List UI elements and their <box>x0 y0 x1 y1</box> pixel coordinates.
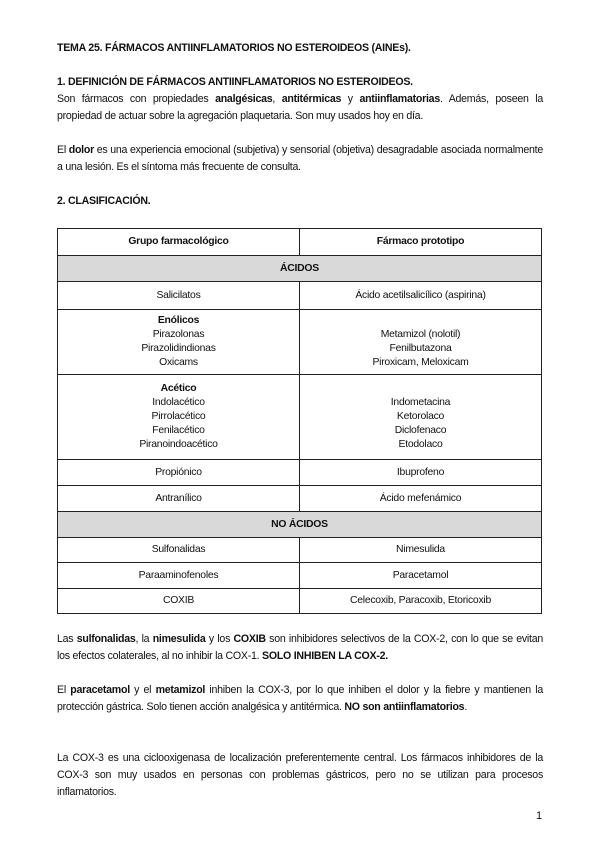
subgroup-title: Enólicos <box>157 315 200 326</box>
group-cell <box>58 589 300 614</box>
group-label: ÁCIDOS <box>58 256 542 282</box>
cell-line: Sulfonalidas <box>151 544 206 555</box>
group-cell <box>58 310 300 375</box>
bold-text: COXIB <box>233 633 266 645</box>
text-run: y los <box>205 633 234 645</box>
drug-cell <box>300 563 542 589</box>
group-row <box>58 512 542 538</box>
table-row <box>58 282 542 310</box>
cell-line: Pirazolidindionas <box>141 343 216 354</box>
cell-line: Indometacina <box>390 397 451 408</box>
document-title: TEMA 25. FÁRMACOS ANTIINFLAMATORIOS NO ESTEROIDEOS (AINEs). <box>57 42 411 54</box>
bold-text: analgésicas <box>215 93 273 105</box>
cell-line: Diclofenaco <box>394 425 447 436</box>
bold-text: paracetamol <box>70 684 130 696</box>
table-row <box>58 310 542 375</box>
group-label: NO ÁCIDOS <box>58 512 542 538</box>
text-run: , la <box>135 633 153 645</box>
text-run: y el <box>129 684 156 696</box>
text-run: es una experiencia emocional (subjetiva) y sensorial (objetiva) desagradable asociada normalmente a una lesión. Es el síntoma más frecuente de consulta. <box>57 144 543 173</box>
table-row <box>58 375 542 460</box>
group-cell <box>58 460 300 486</box>
section-heading-classification: 2. CLASIFICACIÓN. <box>57 195 151 207</box>
cell-line: Salicilatos <box>156 289 201 301</box>
group-cell <box>58 538 300 563</box>
text-run: son inhibidores selectivos de la COX-2, con lo que se evitan los efectos colaterales, al no inhibir la COX-1. <box>57 633 544 662</box>
text-run: Son fármacos con propiedades <box>57 93 216 105</box>
cell-line: Paracetamol <box>392 569 449 581</box>
group-cell <box>58 282 300 310</box>
drug-cell <box>300 538 542 563</box>
drug-cell <box>300 486 542 512</box>
cell-line: Ácido acetilsalicílico (aspirina) <box>355 289 486 301</box>
drug-cell <box>300 589 542 614</box>
bold-text: nimesulida <box>152 633 206 645</box>
cell-line: Fenilbutazona <box>389 343 452 354</box>
group-cell <box>58 375 300 460</box>
page-number: 1 <box>536 810 542 822</box>
drug-cell <box>300 282 542 310</box>
cell-line: Indolacético <box>152 397 205 408</box>
text-run: inhiben la COX-3, por lo que inhiben el dolor y la fiebre y mantienen la protección gástrica. Solo tienen acción analgésica y antitérmica. <box>57 684 543 713</box>
cell-line: Ibuprofeno <box>396 466 445 478</box>
cell-line: Metamizol (nolotil) <box>380 329 461 340</box>
text-run: . Además, poseen la propiedad de actuar sobre la agregación plaquetaria. Son muy usados hoy en día. <box>57 93 544 122</box>
cell-line: Propiónico <box>155 466 202 478</box>
bold-text: NO son antiinflamatorios <box>344 701 465 713</box>
bold-text: SOLO INHIBEN LA COX-2. <box>262 650 388 662</box>
cell-line: Pirrolacético <box>151 411 206 422</box>
drug-cell <box>300 310 542 375</box>
text-run: El <box>57 144 69 156</box>
cell-line: Piranoindoacético <box>139 439 218 450</box>
paragraph <box>57 142 543 176</box>
drug-cell <box>300 375 542 460</box>
cell-line: Ketorolaco <box>396 411 445 422</box>
text-run: El <box>57 684 71 696</box>
paragraph <box>57 631 543 665</box>
text-run: , <box>272 93 282 105</box>
classification-table <box>57 228 542 614</box>
group-row <box>58 256 542 282</box>
subgroup-title: Acético <box>160 383 197 394</box>
cell-line: Oxicams <box>159 357 198 368</box>
spacer <box>304 314 537 328</box>
paragraph <box>57 750 543 801</box>
cell-line: Piroxicam, Meloxicam <box>372 357 469 368</box>
cell-line: Nimesulida <box>396 544 445 555</box>
cell-line: COXIB <box>162 595 195 606</box>
table-row <box>58 460 542 486</box>
cell-line: Pirazolonas <box>152 329 205 340</box>
bold-text: antitérmicas <box>281 93 342 105</box>
paragraph <box>57 682 543 716</box>
column-header: Grupo farmacológico <box>58 229 300 256</box>
cell-line: Antranílico <box>155 492 202 504</box>
bold-text: sulfonalidas <box>76 633 136 645</box>
section-heading-definition: 1. DEFINICIÓN DE FÁRMACOS ANTIINFLAMATORIOS NO ESTEROIDEOS. <box>57 76 413 88</box>
table-row <box>58 538 542 563</box>
text-run: y <box>341 93 360 105</box>
paragraph <box>57 91 543 125</box>
text-run: La COX-3 es una ciclooxigenasa de localización preferentemente central. Los fármacos inhibidores de la COX-3 son muy usados en personas con problemas gástricos, pero no se utilizan para procesos inflamatorios. <box>57 752 543 798</box>
cell-line: Celecoxib, Paracoxib, Etoricoxib <box>349 595 491 606</box>
cell-line: Etodolaco <box>398 439 443 450</box>
cell-line: Fenilacético <box>152 425 205 436</box>
text-run: . <box>464 701 468 713</box>
text-run: Las <box>57 633 77 645</box>
cell-line: Ácido mefenámico <box>379 492 462 504</box>
table-row <box>58 589 542 614</box>
bold-text: metamizol <box>155 684 206 696</box>
spacer <box>304 382 537 396</box>
group-cell <box>58 486 300 512</box>
group-cell <box>58 563 300 589</box>
bold-text: dolor <box>68 144 94 156</box>
table-header-row <box>58 229 542 256</box>
table-row <box>58 486 542 512</box>
bold-text: antiinflamatorias <box>359 93 440 105</box>
drug-cell <box>300 460 542 486</box>
cell-line: Paraaminofenoles <box>138 569 219 581</box>
table-row <box>58 563 542 589</box>
column-header: Fármaco prototipo <box>300 229 542 256</box>
